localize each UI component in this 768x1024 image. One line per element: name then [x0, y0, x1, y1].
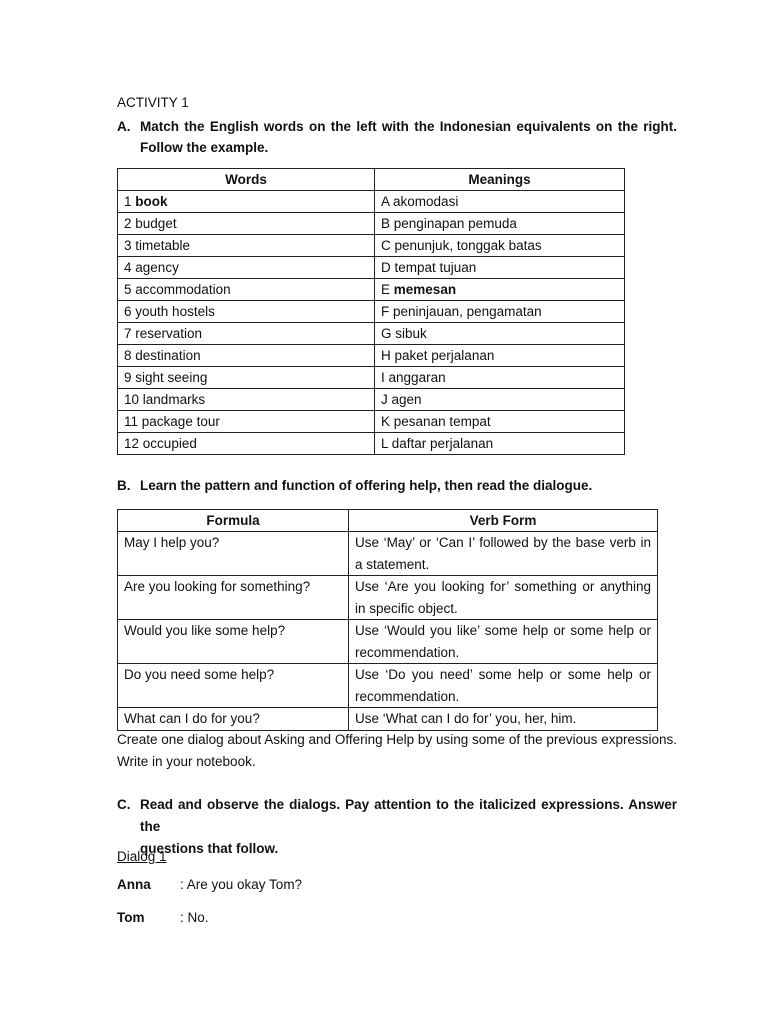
word-cell — [118, 367, 375, 389]
header-formula: Formula — [118, 510, 349, 532]
meaning-letter: C — [381, 238, 391, 253]
table-row — [118, 213, 625, 235]
dialog-title: Dialog 1 — [117, 849, 167, 864]
verb-form-cell: Use ‘What can I do for’ you, her, him. — [349, 708, 658, 731]
table-row — [118, 279, 625, 301]
section-b-text: Learn the pattern and function of offering help, then read the dialogue. — [140, 478, 593, 493]
word-cell — [118, 345, 375, 367]
word-cell — [118, 213, 375, 235]
table-row — [118, 433, 625, 455]
word-number: 6 — [124, 304, 132, 319]
word-number: 1 — [124, 194, 132, 209]
meaning-letter: K — [381, 414, 391, 429]
word-text: timetable — [135, 238, 191, 253]
meaning-text: tempat tujuan — [394, 260, 477, 275]
table-row — [118, 708, 658, 731]
table-header-row — [118, 169, 625, 191]
word-cell — [118, 279, 375, 301]
word-number: 3 — [124, 238, 132, 253]
meaning-letter: I — [381, 370, 385, 385]
meaning-cell — [375, 323, 625, 345]
meaning-cell — [375, 389, 625, 411]
meaning-letter: A — [381, 194, 390, 209]
table-row — [118, 191, 625, 213]
word-number: 4 — [124, 260, 132, 275]
word-text: sight seeing — [135, 370, 208, 385]
section-a-label: A. — [117, 119, 131, 134]
word-text: budget — [135, 216, 177, 231]
word-text: landmarks — [142, 392, 206, 407]
meaning-letter: E — [381, 282, 391, 297]
section-a-instruction — [117, 116, 677, 158]
header-verb-form: Verb Form — [349, 510, 658, 532]
formula-cell: May I help you? — [118, 532, 349, 576]
word-number: 8 — [124, 348, 132, 363]
word-text: package tour — [141, 414, 220, 429]
meaning-letter: H — [381, 348, 391, 363]
meaning-letter: G — [381, 326, 392, 341]
meaning-cell — [375, 301, 625, 323]
table-row — [118, 345, 625, 367]
word-cell — [118, 191, 375, 213]
word-number: 9 — [124, 370, 132, 385]
table-row — [118, 620, 658, 664]
word-text: destination — [135, 348, 201, 363]
word-cell — [118, 235, 375, 257]
word-text: accommodation — [135, 282, 231, 297]
meaning-text: peninjauan, pengamatan — [393, 304, 542, 319]
meaning-text: penginapan pemuda — [393, 216, 517, 231]
meaning-letter: B — [381, 216, 391, 231]
word-number: 11 — [124, 414, 139, 429]
verb-form-cell: Use ‘Do you need’ some help or some help or recommendation. — [349, 664, 658, 708]
section-b-label: B. — [117, 478, 131, 493]
table-header-row — [118, 510, 658, 532]
table-row — [118, 411, 625, 433]
header-words: Words — [118, 169, 375, 191]
word-text: book — [135, 194, 168, 209]
table-row — [118, 257, 625, 279]
meaning-letter: J — [381, 392, 388, 407]
word-cell — [118, 433, 375, 455]
section-c-instruction — [117, 794, 677, 860]
word-text: reservation — [135, 326, 203, 341]
formula-cell: Would you like some help? — [118, 620, 349, 664]
table-row — [118, 323, 625, 345]
dialog-speaker: Tom — [117, 910, 145, 925]
create-dialog-instruction: Create one dialog about Asking and Offering Help by using some of the previous expressions. Write in your notebook. — [117, 732, 677, 769]
meaning-cell — [375, 191, 625, 213]
meaning-text: memesan — [393, 282, 457, 297]
section-a-line2: Follow the example. — [140, 140, 269, 155]
meaning-letter: F — [381, 304, 390, 319]
table-row — [118, 389, 625, 411]
table-row — [118, 367, 625, 389]
meaning-cell — [375, 433, 625, 455]
verb-form-cell: Use ‘Would you like’ some help or some help or recommendation. — [349, 620, 658, 664]
meaning-text: sibuk — [395, 326, 427, 341]
word-cell — [118, 323, 375, 345]
meaning-text: paket perjalanan — [394, 348, 495, 363]
dialog-text: : Are you okay Tom? — [180, 877, 303, 892]
meaning-letter: L — [381, 436, 389, 451]
formula-cell: What can I do for you? — [118, 708, 349, 731]
words-meanings-table — [117, 168, 625, 455]
meaning-cell — [375, 279, 625, 301]
word-text: agency — [135, 260, 179, 275]
header-meanings: Meanings — [375, 169, 625, 191]
meaning-cell — [375, 235, 625, 257]
meaning-text: penunjuk, tonggak batas — [394, 238, 542, 253]
section-c-line2: questions that follow. — [140, 841, 279, 856]
meaning-cell — [375, 411, 625, 433]
meaning-text: agen — [391, 392, 422, 407]
activity-title: ACTIVITY 1 — [117, 95, 189, 110]
meaning-text: akomodasi — [393, 194, 459, 209]
word-cell — [118, 411, 375, 433]
section-a-line1: Match the English words on the left with the Indonesian equivalents on the right. — [140, 119, 677, 134]
word-text: occupied — [142, 436, 197, 451]
meaning-text: daftar perjalanan — [391, 436, 494, 451]
meaning-cell — [375, 345, 625, 367]
dialog-speaker: Anna — [117, 877, 151, 892]
word-number: 7 — [124, 326, 132, 341]
section-b-instruction — [117, 478, 592, 493]
verb-form-cell: Use ‘Are you looking for’ something or anything in specific object. — [349, 576, 658, 620]
table-row — [118, 235, 625, 257]
section-c-line1: Read and observe the dialogs. Pay attention to the italicized expressions. Answer the — [140, 797, 677, 834]
word-cell — [118, 301, 375, 323]
section-c-label: C. — [117, 797, 131, 812]
dialog-text: : No. — [180, 910, 209, 925]
table-row — [118, 664, 658, 708]
meaning-cell — [375, 367, 625, 389]
meaning-cell — [375, 257, 625, 279]
meaning-text: anggaran — [388, 370, 446, 385]
table-row — [118, 532, 658, 576]
meaning-letter: D — [381, 260, 391, 275]
table-row — [118, 576, 658, 620]
word-number: 12 — [124, 436, 140, 451]
meaning-cell — [375, 213, 625, 235]
table-row — [118, 301, 625, 323]
verb-form-cell: Use ‘May’ or ‘Can I’ followed by the base verb in a statement. — [349, 532, 658, 576]
word-number: 5 — [124, 282, 132, 297]
word-cell — [118, 257, 375, 279]
formula-verbform-table — [117, 509, 658, 731]
word-text: youth hostels — [135, 304, 215, 319]
formula-cell: Are you looking for something? — [118, 576, 349, 620]
formula-cell: Do you need some help? — [118, 664, 349, 708]
meaning-text: pesanan tempat — [393, 414, 491, 429]
word-cell — [118, 389, 375, 411]
word-number: 10 — [124, 392, 140, 407]
word-number: 2 — [124, 216, 132, 231]
